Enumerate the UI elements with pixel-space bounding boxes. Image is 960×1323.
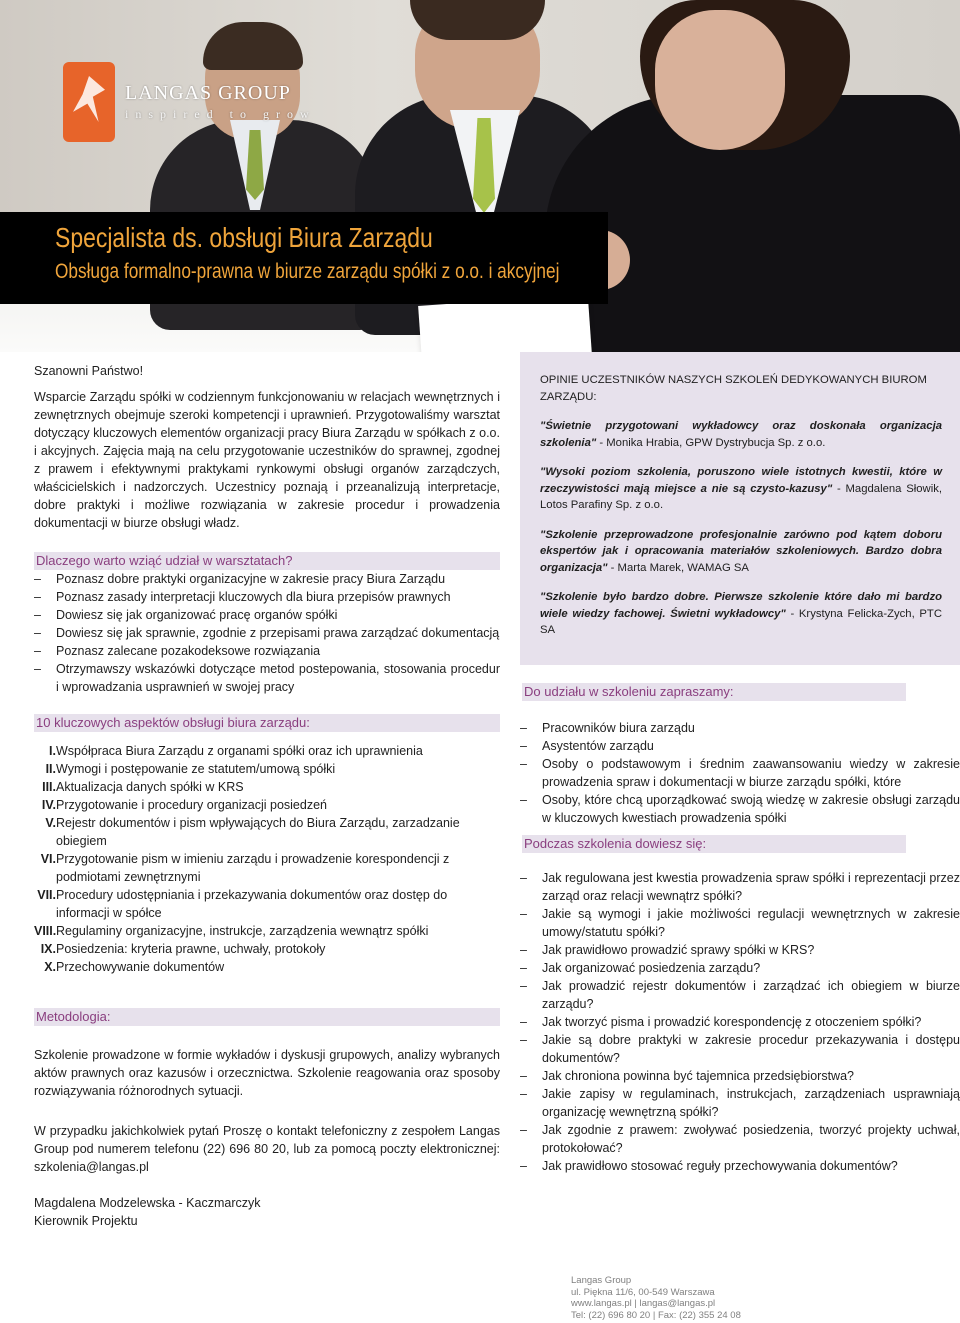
list-item: II. Wymogi i postępowanie ze statutem/umową spółki [45, 762, 336, 776]
list-item: – Dowiesz się jak organizować pracę organów spółki [34, 608, 338, 622]
list-item: – Jakie są wymogi i jakie możliwości regulacji wewnętrznych w zakresie umowy/statutu spółki? [520, 906, 960, 939]
signature-name: Magdalena Modzelewska - Kaczmarczyk [34, 1196, 261, 1210]
why-heading: Dlaczego warto wziąć udział w warsztatach? [34, 552, 500, 570]
list-item: – Jak chroniona powinna być tajemnica przedsiębiorstwa? [520, 1068, 854, 1083]
list-item: – Poznasz zasady interpretacji kluczowych dla biura przepisów prawnych [34, 590, 451, 604]
invite-list [520, 719, 960, 827]
list-item: – Jak zgodnie z prawem: zwoływać posiedzenia, tworzyć projekty uchwał, protokołować? [520, 1122, 960, 1155]
footer-contact [571, 1275, 741, 1321]
why-list [34, 570, 500, 696]
footer-web[interactable]: www.langas.pl | langas@langas.pl [571, 1298, 716, 1309]
opinion-item: "Świetnie przygotowani wykładowcy oraz doskonała organizacja szkolenia" - Monika Hrabia, GPW Dystrybucja Sp. z o.o. [540, 420, 942, 449]
list-item: VIII. Regulaminy organizacyjne, instrukcje, zarządzenia wewnątrz spółki [34, 924, 429, 938]
company-logo [63, 62, 316, 142]
list-item: – Poznasz zalecane pozakodeksowe rozwiązania [34, 644, 321, 658]
list-item: – Jak prawidłowo stosować reguły przechowywania dokumentów? [520, 1158, 898, 1173]
footer-phone: Tel: (22) 696 80 20 | Fax: (22) 355 24 08 [571, 1309, 741, 1321]
list-item: IV. Przygotowanie i procedury organizacji posiedzeń [41, 798, 327, 812]
right-column [520, 352, 960, 1175]
list-item: IX. Posiedzenia: kryteria prawne, uchwały, protokoły [40, 942, 326, 956]
intro-paragraph: Wsparcie Zarządu spółki w codziennym funkcjonowaniu w relacjach wewnętrznych i zewnętrznych obejmuje szeroki kompetencji i uprawnień. Przygotowaliśmy warsztat dotyczący kluczowych elementów organizacji pracy Biura Zarządu w spółkach z o.o. i akcyjnych. Zajęcia mają na celu przygotowanie uczestników do sprawnej, zgodnej z prawem i efektywnymi praktykami rynkowymi obsługi organów zarządczych, właścicielskich i nadzorczych. Uczestnicy poznają i przeanalizują interpretacje, dobre praktyki i możliwe rozwiązania w zakresie procedur i prowadzenia dokumentacji w biurze obsługi władz. [34, 390, 500, 530]
logo-tagline: inspired to grow [125, 107, 316, 121]
title-band [0, 212, 608, 304]
list-item: III. Aktualizacja danych spółki w KRS [42, 780, 244, 794]
list-item: – Otrzymawszy wskazówki dotyczące metod postepowania, stosowania procedur i wprowadzania usprawnień w swojej pracy [34, 662, 500, 694]
opinion-item: "Wysoki poziom szkolenia, poruszono wiele istotnych kwestii, które w rzeczywistości mają miejsce a nie są czysto-kazusy" - Magdalena Słowik, Lotos Parafiny Sp. z o.o. [540, 466, 942, 511]
signature-role: Kierownik Projektu [34, 1214, 138, 1228]
list-item: – Jak prowadzić rejestr dokumentów i zarządzać ich obiegiem w biurze zarządu? [520, 978, 960, 1011]
logo-bird-icon [63, 62, 115, 142]
left-column [34, 362, 500, 1230]
contact-paragraph: W przypadku jakichkolwiek pytań Proszę o kontakt telefoniczny z zespołem Langas Group pod numerem telefonu (22) 696 80 20, lub za pomocą poczty elektronicznej: szkolenia@langas.pl [34, 1124, 500, 1174]
list-item: – Jak regulowana jest kwestia prowadzenia spraw spółki i reprezentacji przez zarząd oraz relacji wewnątrz spółki? [520, 870, 960, 903]
opinions-heading: OPINIE UCZESTNIKÓW NASZYCH SZKOLEŃ DEDYKOWANYCH BIUROM ZARZĄDU: [540, 374, 927, 403]
greeting: Szanowni Państwo! [34, 364, 144, 378]
list-item: – Jak prawidłowo prowadzić sprawy spółki w KRS? [520, 942, 815, 957]
footer-address: ul. Piękna 11/6, 00-549 Warszawa [571, 1286, 715, 1298]
list-item: – Pracowników biura zarządu [520, 720, 695, 735]
list-item: – Poznasz dobre praktyki organizacyjne w zakresie pracy Biura Zarządu [34, 572, 446, 586]
list-item: – Jak organizować posiedzenia zarządu? [520, 960, 761, 975]
method-paragraph: Szkolenie prowadzone w formie wykładów i dyskusji grupowych, analizy wybranych aktów prawnych oraz kazusów i orzecznictwa. Szkolenie reagowania oraz sposoby rozwiązywania różnorodnych sytuacji. [34, 1048, 500, 1098]
opinions-box [520, 352, 960, 665]
invite-heading: Do udziału w szkoleniu zapraszamy: [522, 683, 906, 701]
list-item: VI. Przygotowanie pism w imieniu zarządu i prowadzenie korespondencji z podmiotami zewnętrznymi [40, 852, 450, 884]
page-title: Specjalista ds. obsługi Biura Zarządu [55, 222, 433, 253]
list-item: – Asystentów zarządu [520, 738, 654, 753]
method-heading: Metodologia: [34, 1008, 500, 1026]
list-item: – Jakie są dobre praktyki w zakresie procedur przekazywania i dostępu dokumentów? [520, 1032, 960, 1065]
page-subtitle: Obsługa formalno-prawna w biurze zarządu spółki z o.o. i akcyjnej [55, 260, 560, 283]
learn-heading: Podczas szkolenia dowiesz się: [522, 835, 906, 853]
list-item: VII. Procedury udostępniania i przekazywania dokumentów oraz dostęp do informacji w spółce [37, 888, 448, 920]
aspects-heading: 10 kluczowych aspektów obsługi biura zarządu: [34, 714, 500, 732]
hero-person-right-head [655, 10, 785, 150]
list-item: I. Współpraca Biura Zarządu z organami spółki oraz ich uprawnienia [49, 744, 423, 758]
list-item: – Jakie zapisy w regulaminach, instrukcjach, zarządzeniach usprawniają organizację wewnętrzną spółki? [520, 1086, 960, 1119]
list-item: – Osoby, które chcą uporządkować swoją wiedzę w zakresie obsługi zarządu w kluczowych kwestiach prowadzenia spółki [520, 792, 960, 825]
footer-company: Langas Group [571, 1275, 632, 1286]
logo-name: LANGAS GROUP [125, 82, 291, 104]
learn-list [520, 869, 960, 1175]
opinion-item: "Szkolenie przeprowadzone profesjonalnie zarówno pod kątem doboru ekspertów jak i opracowania materiałów szkoleniowych. Bardzo dobra organizacja" - Marta Marek, WAMAG SA [540, 528, 942, 574]
aspects-list [34, 742, 500, 976]
list-item: – Jak tworzyć pisma i prowadzić korespondencję z otoczeniem spółki? [520, 1014, 922, 1029]
list-item: – Osoby o podstawowym i średnim zaawansowaniu wiedzy w zakresie prowadzenia spraw i dokumentacji w biurze zarządu spółki, które [520, 756, 960, 789]
hero-person-center-hair [410, 0, 545, 40]
list-item: V. Rejestr dokumentów i pism wpływających do Biura Zarządu, zarzadzanie obiegiem [45, 816, 460, 848]
list-item: X. Przechowywanie dokumentów [44, 960, 225, 974]
list-item: – Dowiesz się jak sprawnie, zgodnie z przepisami prawa zarządzać dokumentacją [34, 626, 500, 640]
opinion-item: "Szkolenie było bardzo dobre. Pierwsze szkolenie które dało mi bardzo wiele wiedzy fachowej. Świetni wykładowcy" - Krystyna Felicka-Zych, PTC SA [540, 591, 942, 636]
